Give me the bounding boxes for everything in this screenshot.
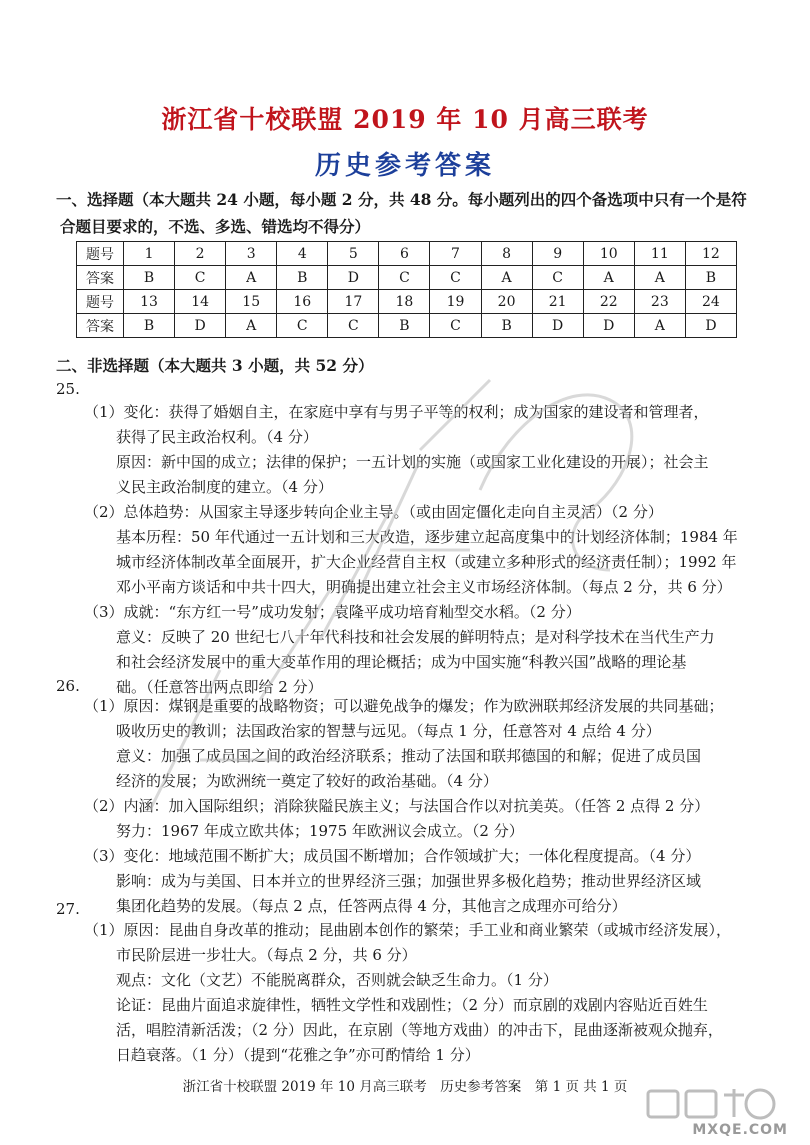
row-label: 答案 <box>77 266 124 290</box>
question-27-number: 27. <box>56 900 80 918</box>
answer-cell: C <box>430 314 481 338</box>
answer-line: 意义：加强了成员国之间的政治经济联系；推动了法国和联邦德国的和解；促进了成员国 <box>116 747 702 765</box>
answer-line: 努力：1967 年成立欧共体；1975 年欧洲议会成立。（2 分） <box>116 822 524 840</box>
answer-cell: C <box>328 314 379 338</box>
answer-cell: D <box>175 314 226 338</box>
answer-line: 原因：新中国的成立；法律的保护；一五计划的实施（或国家工业化建设的开展）；社会主 <box>116 453 709 471</box>
question-number-cell: 2 <box>175 242 226 266</box>
answer-cell: B <box>277 266 328 290</box>
question-number-cell: 12 <box>685 242 736 266</box>
answer-cell: B <box>481 314 532 338</box>
answer-subtitle: 历史参考答案 <box>314 151 495 181</box>
answer-cell: D <box>583 314 634 338</box>
answer-line: 和社会经济发展中的重大变革作用的理论概括；成为中国实施“科教兴国”战略的理论基 <box>116 653 687 671</box>
answer-cell: D <box>532 314 583 338</box>
answer-line: 集团化趋势的发展。（每点 2 点，任答两点得 4 分，其他言之成理亦可给分） <box>116 897 627 915</box>
answer-table-row <box>77 290 737 314</box>
answer-line: 城市经济体制改革全面展开，扩大企业经营自主权（或建立多种形式的经济责任制）；1992 年 <box>116 553 737 571</box>
question-number-cell: 24 <box>685 290 736 314</box>
answer-line: 观点：文化（文艺）不能脱离群众，否则就会缺乏生命力。（1 分） <box>116 971 558 989</box>
question-26-answer <box>84 694 724 919</box>
question-number-cell: 23 <box>634 290 685 314</box>
question-number-cell: 3 <box>226 242 277 266</box>
question-number-cell: 17 <box>328 290 379 314</box>
question-number-cell: 13 <box>124 290 175 314</box>
answer-cell: B <box>685 266 736 290</box>
question-number-cell: 5 <box>328 242 379 266</box>
row-label: 题号 <box>77 242 124 266</box>
answer-cell: A <box>226 314 277 338</box>
question-number-cell: 9 <box>532 242 583 266</box>
answer-table-row <box>77 266 737 290</box>
answer-line: 论证：昆曲片面追求旋律性，牺牲文学性和戏剧性；（2 分）而京剧的戏剧内容贴近百姓生 <box>116 996 708 1014</box>
answer-table-row <box>77 242 737 266</box>
exam-title: 浙江省十校联盟 2019 年 10 月高三联考 <box>161 105 649 134</box>
answer-line: （1）原因：煤钢是重要的战略物资；可以避免战争的爆发；作为欧洲联邦经济发展的共同基础； <box>84 697 724 715</box>
answer-line: （1）原因：昆曲自身改革的推动；昆曲剧本创作的繁荣；手工业和商业繁荣（或城市经济发展）， <box>84 921 732 939</box>
answer-line: 吸收历史的教训；法国政治家的智慧与远见。（每点 1 分，任意答对 4 点给 4 分） <box>116 722 661 740</box>
question-number-cell: 1 <box>124 242 175 266</box>
question-number-cell: 19 <box>430 290 481 314</box>
question-number-cell: 14 <box>175 290 226 314</box>
question-25-number: 25. <box>56 380 80 398</box>
answer-cell: D <box>328 266 379 290</box>
question-number-cell: 18 <box>379 290 430 314</box>
answer-cell: A <box>481 266 532 290</box>
answer-cell: A <box>634 314 685 338</box>
answer-cell: C <box>430 266 481 290</box>
row-label: 题号 <box>77 290 124 314</box>
answer-line: 活，唱腔清新活泼；（2 分）因此，在京剧（等地方戏曲）的冲击下，昆曲逐渐被观众抛弃， <box>116 1021 723 1039</box>
answer-line: 础。（任意答出两点即给 2 分） <box>116 678 323 696</box>
question-number-cell: 21 <box>532 290 583 314</box>
section1-heading-line2: 合题目要求的，不选、多选、错选均不得分） <box>60 217 371 236</box>
question-number-cell: 16 <box>277 290 328 314</box>
question-number-cell: 10 <box>583 242 634 266</box>
question-number-cell: 20 <box>481 290 532 314</box>
answer-line: 获得了民主政治权利。（4 分） <box>116 428 318 446</box>
question-26-number: 26. <box>56 677 80 695</box>
section2-heading: 二、非选择题（本大题共 3 小题，共 52 分） <box>56 356 374 375</box>
answer-cell: C <box>379 266 430 290</box>
answer-line: 影响：成为与美国、日本并立的世界经济三强；加强世界多极化趋势；推动世界经济区域 <box>116 872 702 890</box>
section1-heading-line1: 一、选择题（本大题共 24 小题，每小题 2 分，共 48 分。每小题列出的四个备选项中只有一个是符 <box>56 190 747 209</box>
question-number-cell: 15 <box>226 290 277 314</box>
page-footer: 浙江省十校联盟 2019 年 10 月高三联考 历史参考答案 第 1 页 共 1 页 <box>182 1079 628 1095</box>
question-number-cell: 4 <box>277 242 328 266</box>
answer-line: （2）内涵：加入国际组织；消除狭隘民族主义；与法国合作以对抗美英。（任答 2 点得 2 分） <box>84 797 710 815</box>
answer-line: 义民主政治制度的建立。（4 分） <box>116 478 333 496</box>
answer-cell: C <box>175 266 226 290</box>
answer-line: 市民阶层进一步壮大。（每点 2 分，共 6 分） <box>116 946 417 964</box>
answer-cell: A <box>634 266 685 290</box>
answer-line: 基本历程：50 年代通过一五计划和三大改造，逐步建立起高度集中的计划经济体制；1984 年 <box>116 528 738 546</box>
answer-cell: A <box>583 266 634 290</box>
row-label: 答案 <box>77 314 124 338</box>
answer-cell: B <box>124 266 175 290</box>
watermark-site-text: MXQE.COM <box>692 1122 788 1138</box>
question-number-cell: 22 <box>583 290 634 314</box>
question-27-answer <box>84 918 731 1068</box>
answer-line: （2）总体趋势：从国家主导逐步转向企业主导。（或由固定僵化走向自主灵活）（2 分） <box>84 503 663 521</box>
answer-cell: C <box>277 314 328 338</box>
question-number-cell: 8 <box>481 242 532 266</box>
answer-line: 邓小平南方谈话和中共十四大，明确提出建立社会主义市场经济体制。（每点 2 分，共 6 分） <box>116 578 732 596</box>
answer-line: 日趋衰落。（1 分）（提到“花雅之争”亦可酌情给 1 分） <box>116 1046 480 1064</box>
section1-heading <box>56 186 760 240</box>
answer-line: （3）成就：“东方红一号”成功发射；袁隆平成功培育籼型交水稻。（2 分） <box>84 603 581 621</box>
question-number-cell: 6 <box>379 242 430 266</box>
answer-line: 意义：反映了 20 世纪七八十年代科技和社会发展的鲜明特点；是对科学技术在当代生产力 <box>116 628 715 646</box>
answer-cell: B <box>124 314 175 338</box>
answer-table-row <box>77 314 737 338</box>
question-25-answer <box>84 400 738 700</box>
answer-cell: C <box>532 266 583 290</box>
answer-line: 经济的发展；为欧洲统一奠定了较好的政治基础。（4 分） <box>116 772 498 790</box>
question-number-cell: 7 <box>430 242 481 266</box>
answer-line: （1）变化：获得了婚姻自主，在家庭中享有与男子平等的权利；成为国家的建设者和管理者， <box>84 403 709 421</box>
answer-cell: A <box>226 266 277 290</box>
answer-cell: B <box>379 314 430 338</box>
answer-line: （3）变化：地域范围不断扩大；成员国不断增加；合作领域扩大；一体化程度提高。（4 分） <box>84 847 701 865</box>
answer-table <box>76 241 737 338</box>
answer-cell: D <box>685 314 736 338</box>
question-number-cell: 11 <box>634 242 685 266</box>
